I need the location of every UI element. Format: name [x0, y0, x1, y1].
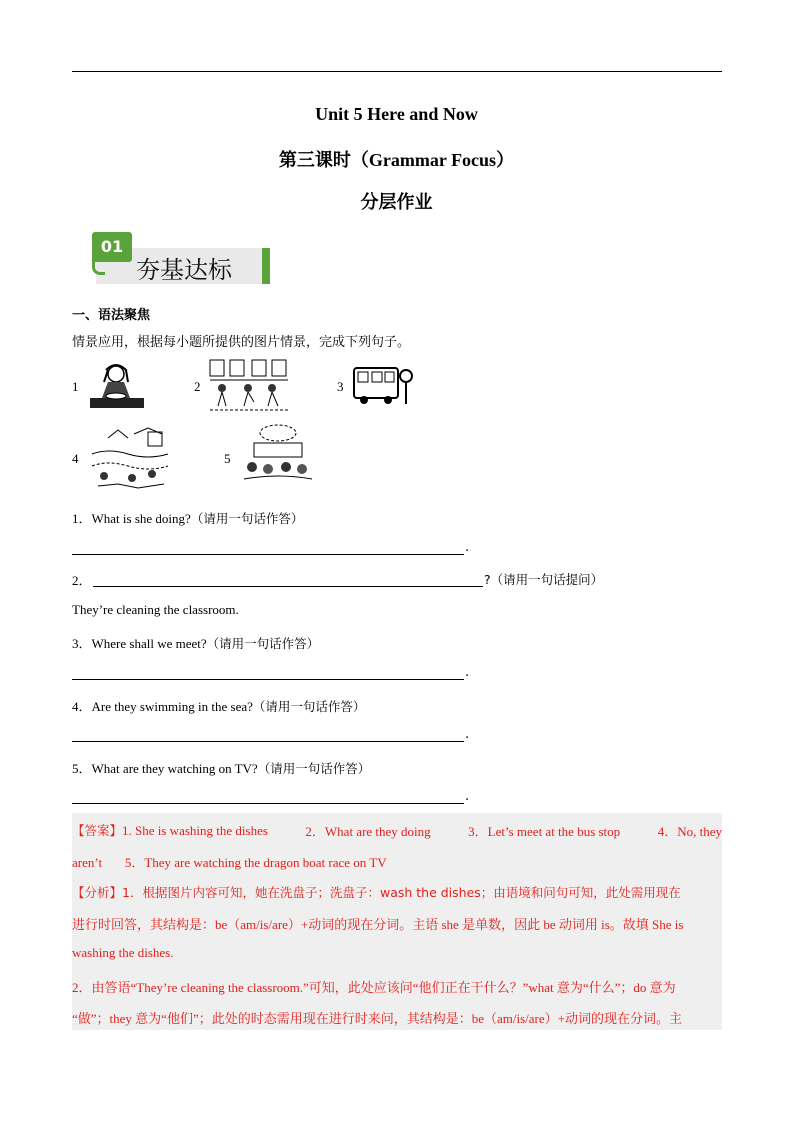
banner-number: 01 [92, 232, 132, 262]
lesson-title: 第三课时（Grammar Focus） [278, 150, 515, 170]
answer-tag: 【答案】 [72, 823, 123, 838]
question-1 [72, 508, 303, 527]
question-2-note: ?（请用一句话提问） [484, 572, 604, 587]
period: . [465, 540, 470, 555]
picture-number: 1 [72, 379, 79, 394]
analysis-tag: 【分析】 [72, 885, 123, 900]
answer-line [72, 821, 722, 840]
banner-bar [262, 248, 270, 284]
answer-line-4[interactable] [72, 741, 464, 742]
girl-washing-dishes-icon [86, 360, 146, 414]
homework-title: 分层作业 [360, 192, 433, 212]
section-heading: 一、语法聚焦 [72, 308, 151, 323]
question-note: （请用一句话作答） [252, 699, 366, 714]
answer-4-end: aren’t [72, 855, 103, 870]
top-rule [72, 71, 722, 72]
question-5 [72, 758, 370, 777]
picture-number: 4 [72, 451, 79, 466]
answer-line-1[interactable] [72, 554, 464, 555]
question-3 [72, 633, 319, 652]
question-number: 4． [72, 699, 92, 714]
question-note: （请用一句话作答） [190, 511, 304, 526]
question-2-given: They’re cleaning the classroom. [72, 602, 239, 617]
answer-4: 4．No, they [657, 824, 722, 839]
answer-line-5[interactable] [72, 803, 464, 804]
answer-line-3[interactable] [72, 679, 464, 680]
answer-5: 5．They are watching the dragon boat race on TV [124, 855, 387, 870]
students-cleaning-classroom-icon [208, 358, 290, 418]
unit-title: Unit 5 Here and Now [315, 104, 478, 124]
section-banner [84, 232, 270, 286]
question-text: Where shall we meet? [91, 636, 207, 651]
analysis-line-2: 进行时回答，其结构是：be（am/is/are）+动词的现在分词。主语 she 是单数，因此 be 动词用 is。故填 She is [72, 917, 684, 932]
banner-label: 夯基达标 [136, 256, 232, 284]
picture-number: 5 [224, 451, 231, 466]
question-note: （请用一句话作答） [206, 636, 320, 651]
answer-1: 1. She is washing the dishes [122, 823, 268, 838]
question-text: Are they swimming in the sea? [91, 699, 253, 714]
bus-stop-icon [352, 364, 414, 410]
question-text: What is she doing? [91, 511, 191, 526]
section-instruction: 情景应用，根据每小题所提供的图片情景，完成下列句子。 [72, 335, 411, 350]
banner-tail [92, 262, 105, 275]
picture-number: 2 [194, 379, 201, 394]
dragon-boat-race-icon [240, 421, 316, 491]
analysis-line-1 [72, 883, 722, 901]
people-by-river-icon [88, 426, 170, 496]
answer-2: 2．What are they doing [305, 824, 431, 839]
answer-line-cont [72, 852, 722, 871]
answer-line-2[interactable] [93, 586, 483, 587]
question-number: 5． [72, 761, 92, 776]
question-text: What are they watching on TV? [91, 761, 258, 776]
analysis-line-5: “做”；they 意为“他们”；此处的时态需用现在进行时来问，其结构是：be（am/is/are）+动词的现在分词。主 [72, 1011, 682, 1026]
question-4 [72, 696, 365, 715]
question-note: （请用一句话作答） [257, 761, 371, 776]
analysis-line-3: washing the dishes. [72, 945, 174, 960]
answer-3: 3．Let’s meet at the bus stop [468, 824, 621, 839]
question-number: 1． [72, 511, 92, 526]
picture-number: 3 [337, 379, 344, 394]
period: . [465, 789, 470, 804]
period: . [465, 665, 470, 680]
question-number: 3． [72, 636, 92, 651]
period: . [465, 727, 470, 742]
analysis-text: 1．根据图片内容可知，她在洗盘子；洗盘子：wash the dishes；由语境和问句可知，此处需用现在 [122, 885, 681, 900]
analysis-line-4: 2．由答语“They’re cleaning the classroom.”可知，此处应该问“他们正在干什么？”what 意为“什么”；do 意为 [72, 980, 676, 995]
question-2-number: 2． [72, 573, 92, 588]
